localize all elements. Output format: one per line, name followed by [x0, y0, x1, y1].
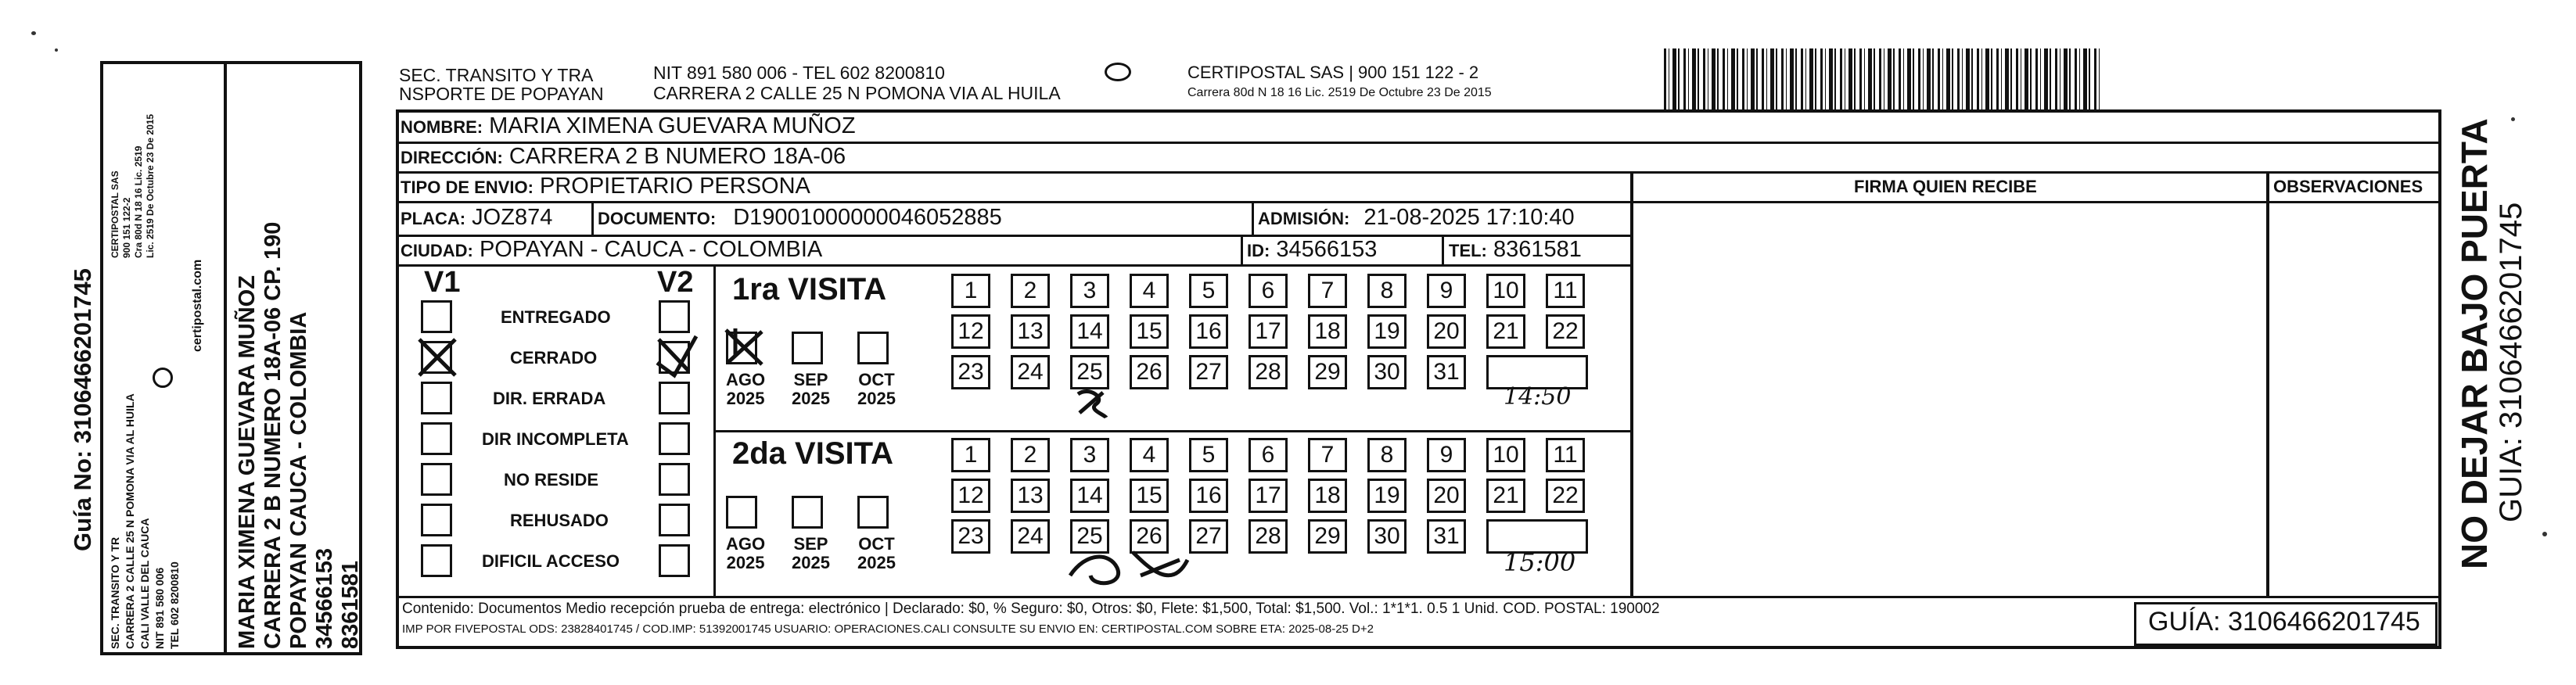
scan-speck	[31, 31, 36, 35]
stub-recipient-line: POPAYAN CAUCA - COLOMBIA	[286, 311, 311, 649]
placa-value: JOZ874	[472, 205, 553, 230]
v1-checkbox-rehusado[interactable]	[421, 504, 452, 536]
first-visit-day-31[interactable]: 31	[1427, 355, 1466, 389]
status-entregado: ENTREGADO	[501, 307, 611, 327]
nombre-field	[401, 113, 856, 139]
first-visit-day-10[interactable]: 10	[1486, 274, 1525, 308]
footer-guia: GUÍA: 3106466201745	[2148, 607, 2420, 637]
year-label: 2025	[857, 553, 896, 572]
barcode	[1664, 48, 2102, 109]
first-visit-day-17[interactable]: 17	[1248, 314, 1288, 349]
col-divider	[1252, 203, 1254, 235]
ciudad-field	[401, 237, 822, 263]
first-visit-day-21[interactable]: 21	[1486, 314, 1525, 349]
second-visit-day-24[interactable]: 24	[1011, 519, 1050, 554]
header-sender-name-1: SEC. TRANSITO Y TRA	[399, 65, 594, 85]
first-visit-day-2[interactable]: 2	[1011, 274, 1050, 308]
right-guia-number: GUIA: 3106466201745	[2494, 202, 2528, 522]
first-visit-day-15[interactable]: 15	[1130, 314, 1169, 349]
first-visit-month-sep[interactable]	[792, 332, 823, 364]
tipo-label: TIPO DE ENVIO:	[401, 178, 534, 197]
v2-checkbox-no-reside[interactable]	[659, 463, 690, 496]
col-header-underline	[1633, 201, 2441, 203]
col-divider	[1630, 171, 1633, 597]
firma-header: FIRMA QUIEN RECIBE	[1854, 177, 2037, 196]
first-visit-day-27[interactable]: 27	[1189, 355, 1228, 389]
v2-header: V2	[657, 266, 694, 299]
first-visit-ago-check-mark	[720, 324, 768, 371]
first-visit-ago	[726, 371, 765, 408]
col-divider	[1241, 236, 1243, 266]
stub-recipient-line: CARRERA 2 B NUMERO 18A-06 CP. 190	[260, 221, 286, 649]
header-sender-info	[653, 63, 1061, 103]
second-visit-day-22[interactable]: 22	[1546, 479, 1585, 513]
second-visit-day-12[interactable]: 12	[951, 479, 990, 513]
first-visit-day-3[interactable]: 3	[1070, 274, 1109, 308]
second-visit-day-31[interactable]: 31	[1427, 519, 1466, 554]
second-visit-day-2[interactable]: 2	[1011, 438, 1050, 472]
id-label: ID:	[1247, 241, 1270, 260]
month-label: OCT	[858, 534, 895, 554]
first-visit-title: 1ra VISITA	[732, 272, 887, 307]
second-visit-day-1[interactable]: 1	[951, 438, 990, 472]
id-value: 34566153	[1276, 237, 1378, 262]
second-visit-day-5[interactable]: 5	[1189, 438, 1228, 472]
stub-recipient-line: 8361581	[338, 561, 363, 649]
v2-cerrado-check-mark	[651, 332, 699, 380]
tipo-value: PROPIETARIO PERSONA	[539, 174, 810, 199]
first-visit-month-oct[interactable]	[857, 332, 889, 364]
stub-divider	[224, 61, 227, 655]
first-visit-day-19[interactable]: 19	[1367, 314, 1407, 349]
stub-company-line: Cra 80d N 18 16 Lic. 2519	[133, 145, 144, 258]
admision-field	[1258, 205, 1575, 231]
first-visit-time: 14:50	[1504, 383, 1572, 411]
second-visit-day-8[interactable]: 8	[1367, 438, 1407, 472]
header-sender-address: CARRERA 2 CALLE 25 N POMONA VIA AL HUILA	[653, 83, 1061, 103]
stub-recipient-block	[235, 222, 364, 649]
header-carrier-name: CERTIPOSTAL SAS | 900 151 122 - 2	[1187, 63, 1479, 82]
stub-logo-icon	[153, 368, 173, 388]
status-dir-incompleta: DIR INCOMPLETA	[482, 429, 629, 449]
stub-recipient-line: MARIA XIMENA GUEVARA MUÑOZ	[235, 275, 260, 649]
month-label: OCT	[858, 370, 895, 389]
visit-divider	[716, 430, 1631, 432]
first-visit-day-1[interactable]: 1	[951, 274, 990, 308]
header-sender-name-2: NSPORTE DE POPAYAN	[399, 84, 604, 104]
first-visit-day-26[interactable]: 26	[1130, 355, 1169, 389]
first-visit-day-20[interactable]: 20	[1427, 314, 1466, 349]
first-visit-day-9[interactable]: 9	[1427, 274, 1466, 308]
second-visit-day-21[interactable]: 21	[1486, 479, 1525, 513]
stub-sender-line: TEL 602 8200810	[168, 561, 181, 649]
stub-company-block	[110, 114, 156, 258]
col-divider	[2266, 171, 2269, 597]
first-visit-day-11[interactable]: 11	[1546, 274, 1585, 308]
certipostal-logo-icon	[1105, 63, 1131, 81]
second-visit-day-9[interactable]: 9	[1427, 438, 1466, 472]
status-rehusado: REHUSADO	[510, 511, 609, 530]
second-visit-day-16[interactable]: 16	[1189, 479, 1228, 513]
v1-checkbox-dir-incompleta[interactable]	[421, 422, 452, 455]
second-visit-day-23[interactable]: 23	[951, 519, 990, 554]
second-visit-month-sep[interactable]	[792, 496, 823, 529]
month-label: SEP	[793, 534, 828, 554]
second-visit-day-27[interactable]: 27	[1189, 519, 1228, 554]
v2-checkbox-dificil-acceso[interactable]	[659, 544, 690, 577]
year-label: 2025	[857, 389, 896, 408]
stub-recipient-line: 34566153	[312, 547, 337, 649]
stub-company-line: Lic. 2519 De Octubre 23 De 2015	[145, 113, 156, 258]
month-label: AGO	[726, 534, 766, 554]
no-dejar-notice: NO DEJAR BAJO PUERTA	[2454, 118, 2495, 569]
first-visit-day-4[interactable]: 4	[1130, 274, 1169, 308]
ciudad-label: CIUDAD:	[401, 241, 473, 260]
second-visit-day-30[interactable]: 30	[1367, 519, 1407, 554]
second-visit-day-6[interactable]: 6	[1248, 438, 1288, 472]
second-visit-day-17[interactable]: 17	[1248, 479, 1288, 513]
stub-sender-line: NIT 891 580 006	[153, 567, 166, 649]
month-label: AGO	[726, 370, 766, 389]
first-visit-day-29[interactable]: 29	[1308, 355, 1347, 389]
header-carrier-license: Carrera 80d N 18 16 Lic. 2519 De Octubre 23 De 2015	[1187, 86, 1492, 99]
stub-sender-block	[108, 393, 182, 649]
footer-print-line: IMP POR FIVEPOSTAL ODS: 23828401745 / COD.IMP: 51392001745 USUARIO: OPERACIONES.CALI CONSULTE SU ENVIO EN: CERTIPOSTAL.COM SOBRE ETA: 2025-08-25 D+2	[402, 622, 1374, 636]
tel-label: TEL:	[1449, 241, 1487, 260]
stub-guide-number: Guía No: 3106466201745	[69, 268, 96, 551]
year-label: 2025	[792, 389, 830, 408]
year-label: 2025	[792, 553, 830, 572]
second-visit-day-19[interactable]: 19	[1367, 479, 1407, 513]
stub-company-line: CERTIPOSTAL SAS	[110, 170, 120, 258]
v1-checkbox-no-reside[interactable]	[421, 463, 452, 496]
first-visit-day-25[interactable]: 25	[1070, 355, 1109, 389]
second-visit-month-ago[interactable]	[726, 496, 757, 529]
header-carrier	[1187, 63, 1492, 103]
v2-checkbox-entregado[interactable]	[659, 300, 690, 333]
status-dir-errada: DIR. ERRADA	[493, 389, 606, 408]
first-visit-day-6[interactable]: 6	[1248, 274, 1288, 308]
year-label: 2025	[726, 553, 765, 572]
second-visit-day-20[interactable]: 20	[1427, 479, 1466, 513]
second-visit-day-3[interactable]: 3	[1070, 438, 1109, 472]
observaciones-header: OBSERVACIONES	[2273, 177, 2423, 196]
first-visit-day-8[interactable]: 8	[1367, 274, 1407, 308]
first-visit-day-18[interactable]: 18	[1308, 314, 1347, 349]
first-visit-day-30[interactable]: 30	[1367, 355, 1407, 389]
day-25-scribble	[1073, 386, 1111, 421]
scan-speck	[55, 48, 58, 52]
v2-checkbox-dir-errada[interactable]	[659, 382, 690, 414]
col-divider	[591, 203, 594, 235]
tipo-field	[401, 174, 810, 199]
second-visit-day-29[interactable]: 29	[1308, 519, 1347, 554]
direccion-label: DIRECCIÓN:	[401, 148, 503, 167]
second-visit-month-oct[interactable]	[857, 496, 889, 529]
second-visit-oct	[857, 535, 896, 572]
header-sender	[399, 66, 604, 103]
second-visit-day-26[interactable]: 26	[1130, 519, 1169, 554]
documento-value: D19001000000046052885	[733, 205, 1002, 230]
first-visit-day-24[interactable]: 24	[1011, 355, 1050, 389]
direccion-field	[401, 144, 846, 170]
first-visit-day-12[interactable]: 12	[951, 314, 990, 349]
placa-label: PLACA:	[401, 209, 466, 228]
admision-label: ADMISIÓN:	[1258, 209, 1350, 228]
id-field	[1247, 237, 1377, 263]
stub-sender-line: SEC. TRANSITO Y TR	[109, 536, 121, 649]
scan-speck	[2511, 117, 2515, 121]
nombre-label: NOMBRE:	[401, 117, 483, 137]
status-dificil-acceso: DIFICIL ACCESO	[482, 551, 620, 571]
col-divider	[1442, 236, 1444, 266]
second-visit-ago	[726, 535, 765, 572]
month-label: SEP	[793, 370, 828, 389]
second-visit-day-25[interactable]: 25	[1070, 519, 1109, 554]
first-visit-day-28[interactable]: 28	[1248, 355, 1288, 389]
status-cerrado: CERRADO	[510, 348, 598, 368]
second-visit-day-10[interactable]: 10	[1486, 438, 1525, 472]
v1-cerrado-check-mark	[415, 335, 460, 380]
second-visit-day-28[interactable]: 28	[1248, 519, 1288, 554]
second-visit-day-7[interactable]: 7	[1308, 438, 1347, 472]
first-visit-oct	[857, 371, 896, 408]
first-visit-day-23[interactable]: 23	[951, 355, 990, 389]
second-visit-day-4[interactable]: 4	[1130, 438, 1169, 472]
v1-checkbox-dir-errada[interactable]	[421, 382, 452, 414]
placa-field	[401, 205, 552, 231]
first-visit-day-13[interactable]: 13	[1011, 314, 1050, 349]
header-sender-nit: NIT 891 580 006 - TEL 602 8200810	[653, 63, 945, 83]
first-visit-day-14[interactable]: 14	[1070, 314, 1109, 349]
second-visit-day-18[interactable]: 18	[1308, 479, 1347, 513]
second-visit-time: 15:00	[1504, 547, 1576, 577]
tel-field	[1449, 237, 1582, 263]
v1-checkbox-entregado[interactable]	[421, 300, 452, 333]
stub-site: certipostal.com	[191, 259, 204, 352]
admision-value: 21-08-2025 17:10:40	[1363, 205, 1575, 230]
tel-value: 8361581	[1493, 237, 1582, 262]
status-no-reside: NO RESIDE	[504, 470, 599, 490]
ciudad-value: POPAYAN - CAUCA - COLOMBIA	[479, 237, 823, 262]
first-visit-sep	[792, 371, 830, 408]
second-visit-day-11[interactable]: 11	[1546, 438, 1585, 472]
footer-content-line: Contenido: Documentos Medio recepción prueba de entrega: electrónico | Declarado: $0, % Seguro: $0, Otros: $0, Flete: $1,500, Total: $1,500. Vol.: 1*1*1. 0.5 1 Unid. COD. POSTAL: 190002	[402, 601, 1660, 617]
nombre-value: MARIA XIMENA GUEVARA MUÑOZ	[489, 113, 856, 138]
stub-company-line: 900 151 122-2	[121, 197, 132, 258]
first-visit-day-16[interactable]: 16	[1189, 314, 1228, 349]
row-divider	[396, 264, 1632, 267]
v1-checkbox-dificil-acceso[interactable]	[421, 544, 452, 577]
first-visit-day-5[interactable]: 5	[1189, 274, 1228, 308]
stub-sender-line: CALI VALLE DEL CAUCA	[138, 518, 151, 649]
documento-field	[598, 205, 1002, 231]
stub-sender-line: CARRERA 2 CALLE 25 N POMONA VIA AL HUILA	[124, 393, 136, 649]
second-visit-sep	[792, 535, 830, 572]
second-visit-day-13[interactable]: 13	[1011, 479, 1050, 513]
first-visit-day-22[interactable]: 22	[1546, 314, 1585, 349]
second-visit-day-15[interactable]: 15	[1130, 479, 1169, 513]
second-visit-title: 2da VISITA	[732, 436, 893, 471]
second-visit-day-14[interactable]: 14	[1070, 479, 1109, 513]
first-visit-day-7[interactable]: 7	[1308, 274, 1347, 308]
year-label: 2025	[726, 389, 765, 408]
v1-header: V1	[424, 266, 461, 299]
v2-checkbox-dir-incompleta[interactable]	[659, 422, 690, 455]
day-25-26-scribble	[1062, 544, 1195, 593]
documento-label: DOCUMENTO:	[598, 209, 717, 228]
v2-checkbox-rehusado[interactable]	[659, 504, 690, 536]
scan-speck	[2542, 532, 2547, 536]
row-divider	[396, 596, 2441, 598]
direccion-value: CARRERA 2 B NUMERO 18A-06	[508, 144, 846, 169]
